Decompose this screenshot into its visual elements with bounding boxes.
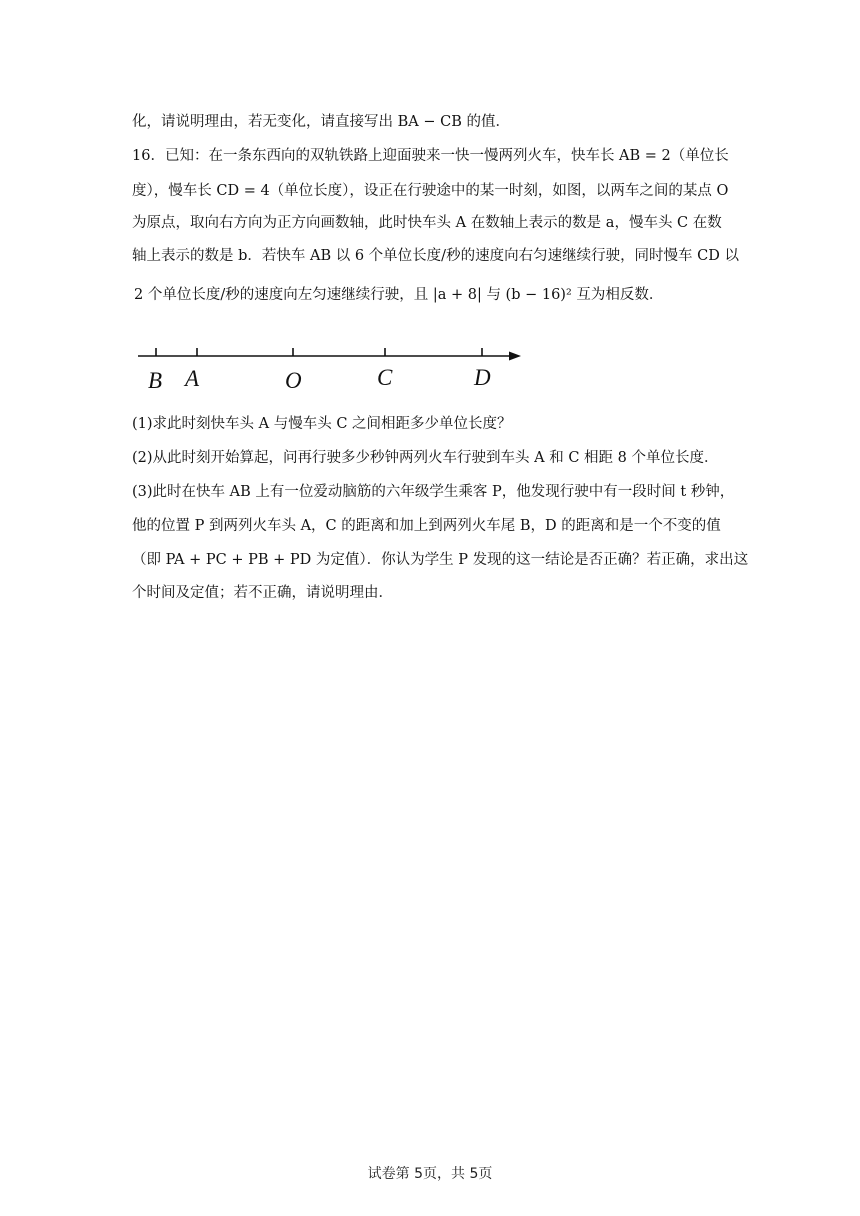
line-6: 2 个单位长度/秒的速度向左匀速继续行驶，且 |a + 8| 与 (b − 16)² 互为相反数． bbox=[134, 287, 664, 303]
question-3-line-2: 他的位置 P 到两列火车头 A，C 的距离和加上到两列火车尾 B，D 的距离和是一个不变的值 bbox=[132, 518, 721, 534]
number-line-figure bbox=[135, 342, 535, 398]
line-5: 轴上表示的数是 b．若快车 AB 以 6 个单位长度/秒的速度向右匀速继续行驶，同时慢车 CD 以 bbox=[132, 248, 740, 264]
label-b: B bbox=[148, 368, 163, 393]
question-3-line-3: （即 PA + PC + PB + PD 为定值）．你认为学生 P 发现的这一结论是否正确？若正确，求出这 bbox=[132, 552, 749, 568]
line-4: 为原点，取向右方向为正方向画数轴，此时快车头 A 在数轴上表示的数是 a，慢车头 C 在数 bbox=[132, 215, 722, 231]
label-a: A bbox=[185, 366, 200, 391]
question-2: (2)从此时刻开始算起，问再行驶多少秒钟两列火车行驶到车头 A 和 C 相距 8 个单位长度． bbox=[132, 450, 719, 466]
question-3-line-1: (3)此时在快车 AB 上有一位爱动脑筋的六年级学生乘客 P，他发现行驶中有一段时间 t 秒钟， bbox=[132, 484, 735, 500]
line-1: 化，请说明理由，若无变化，请直接写出 BA − CB 的值． bbox=[132, 114, 510, 130]
number-line-arrow bbox=[509, 352, 521, 361]
question-1: (1)求此时刻快车头 A 与慢车头 C 之间相距多少单位长度？ bbox=[132, 416, 512, 432]
line-3: 度），慢车长 CD = 4（单位长度），设正在行驶途中的某一时刻，如图，以两车之间的某点 O bbox=[132, 183, 729, 199]
label-d: D bbox=[474, 365, 491, 390]
label-o: O bbox=[285, 368, 302, 393]
page-footer: 试卷第 5页，共 5页 bbox=[367, 1166, 493, 1182]
number-line-svg bbox=[135, 342, 535, 394]
line-2: 16．已知：在一条东西向的双轨铁路上迎面驶来一快一慢两列火车，快车长 AB = 2（单位长 bbox=[132, 148, 729, 164]
question-3-line-4: 个时间及定值；若不正确，请说明理由． bbox=[132, 585, 393, 601]
label-c: C bbox=[377, 365, 393, 390]
